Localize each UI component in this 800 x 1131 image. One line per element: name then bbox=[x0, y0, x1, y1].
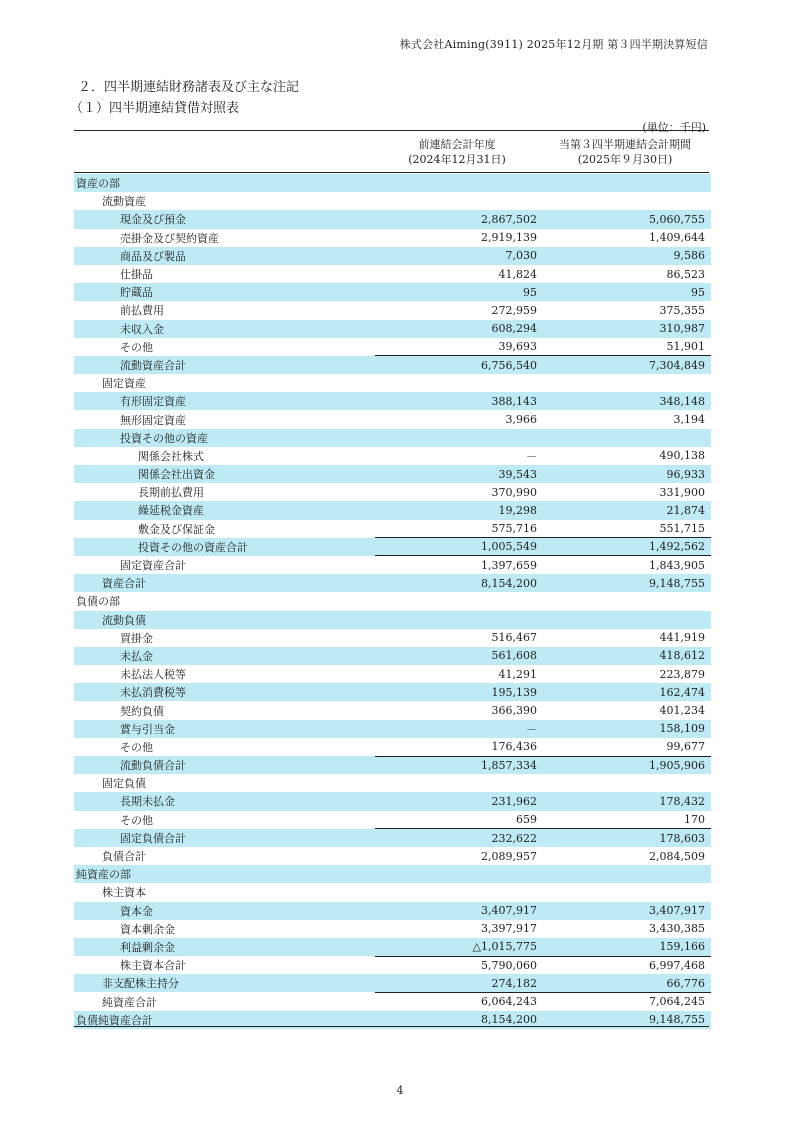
row-value-previous: 272,959 bbox=[491, 303, 537, 317]
table-row bbox=[74, 465, 711, 483]
subsection-title: （１）四半期連結貸借対照表 bbox=[70, 101, 240, 116]
table-row bbox=[74, 920, 711, 938]
table-row bbox=[74, 556, 711, 574]
table-row bbox=[74, 865, 711, 883]
row-label: 固定負債 bbox=[102, 777, 146, 791]
table-row bbox=[74, 338, 711, 356]
row-value-current: 86,523 bbox=[666, 267, 705, 281]
table-row bbox=[74, 229, 711, 247]
row-value-previous bbox=[375, 592, 543, 610]
table-row bbox=[74, 538, 711, 556]
row-value-previous: 7,030 bbox=[375, 247, 543, 265]
column-header-previous bbox=[373, 137, 541, 167]
row-label: 株主資本合計 bbox=[120, 959, 186, 973]
table-row bbox=[74, 683, 711, 701]
row-value-current: 95 bbox=[543, 283, 711, 301]
row-value-previous: 388,143 bbox=[375, 392, 543, 410]
row-value-current: 375,355 bbox=[659, 303, 705, 317]
row-value-previous bbox=[375, 774, 543, 792]
row-value-current: 66,776 bbox=[543, 974, 711, 992]
row-value-previous: 95 bbox=[375, 283, 543, 301]
row-value-previous: 19,298 bbox=[375, 501, 543, 519]
row-value-previous: 274,182 bbox=[375, 974, 543, 992]
table-row bbox=[74, 756, 711, 774]
table-row bbox=[74, 210, 711, 228]
row-value-current: 99,677 bbox=[666, 740, 705, 754]
row-label: 賞与引当金 bbox=[74, 720, 375, 738]
row-value-previous: 3,407,917 bbox=[375, 902, 543, 920]
row-value-previous bbox=[375, 883, 543, 901]
row-value-previous: 608,294 bbox=[375, 320, 543, 338]
column-header-current-line2: (2025年９月30日) bbox=[577, 153, 673, 166]
row-value-previous: － bbox=[375, 720, 543, 738]
table-row bbox=[74, 811, 711, 829]
row-value-current: 9,586 bbox=[543, 247, 711, 265]
row-value-previous: 561,608 bbox=[375, 647, 543, 665]
row-label: 長期未払金 bbox=[74, 792, 375, 810]
unit-label: (単位：千円) bbox=[642, 121, 706, 134]
row-value-current: 158,109 bbox=[543, 720, 711, 738]
table-row bbox=[74, 792, 711, 810]
row-label: 仕掛品 bbox=[120, 268, 153, 282]
table-row bbox=[74, 265, 711, 283]
row-value-previous: 41,291 bbox=[498, 667, 537, 681]
row-label: 資産合計 bbox=[74, 574, 375, 592]
row-value-current bbox=[543, 611, 711, 629]
row-value-current: 3,407,917 bbox=[543, 902, 711, 920]
row-value-previous: 2,089,957 bbox=[481, 849, 537, 863]
table-row bbox=[74, 629, 711, 647]
row-label: 買掛金 bbox=[120, 631, 153, 645]
table-row bbox=[74, 774, 711, 792]
table-row bbox=[74, 483, 711, 501]
row-value-previous: 370,990 bbox=[491, 485, 537, 499]
row-value-previous: 195,139 bbox=[375, 683, 543, 701]
row-value-current: 551,715 bbox=[659, 521, 705, 535]
row-label: 負債純資産合計 bbox=[74, 1011, 375, 1029]
row-value-current: 9,148,755 bbox=[543, 574, 711, 592]
row-label: 固定資産合計 bbox=[120, 559, 186, 573]
row-value-current: 21,874 bbox=[543, 501, 711, 519]
row-label: その他 bbox=[120, 813, 153, 827]
row-value-current: 331,900 bbox=[659, 485, 705, 499]
table-row bbox=[74, 902, 711, 920]
table-row bbox=[74, 174, 711, 192]
row-label: 関係会社株式 bbox=[138, 449, 204, 463]
row-label: 有形固定資産 bbox=[74, 392, 375, 410]
row-value-previous: 3,397,917 bbox=[481, 922, 537, 936]
row-value-current: 7,064,245 bbox=[543, 992, 711, 1010]
row-value-current: 6,997,468 bbox=[543, 956, 711, 974]
row-label: その他 bbox=[120, 340, 153, 354]
row-value-current bbox=[543, 883, 711, 901]
table-row bbox=[74, 410, 711, 428]
row-label: 負債の部 bbox=[76, 595, 120, 609]
row-value-current: 490,138 bbox=[659, 449, 705, 463]
row-value-current: 1,843,905 bbox=[543, 556, 711, 574]
row-value-previous: 6,064,243 bbox=[375, 992, 543, 1010]
row-label: 売掛金及び契約資産 bbox=[120, 231, 219, 245]
row-value-previous: 516,467 bbox=[491, 631, 537, 645]
row-label: 資本剰余金 bbox=[120, 922, 175, 936]
row-value-previous bbox=[375, 374, 543, 392]
balance-sheet-table bbox=[74, 174, 711, 1029]
row-value-previous: 1,005,549 bbox=[375, 538, 543, 556]
table-row bbox=[74, 392, 711, 410]
row-value-previous: 39,693 bbox=[498, 340, 537, 354]
row-value-current bbox=[543, 374, 711, 392]
row-value-previous: 41,824 bbox=[498, 267, 537, 281]
row-value-current bbox=[543, 865, 711, 883]
row-value-previous: 6,756,540 bbox=[375, 356, 543, 374]
row-value-current: 1,409,644 bbox=[649, 231, 705, 245]
table-row bbox=[74, 429, 711, 447]
row-label: 関係会社出資金 bbox=[74, 465, 375, 483]
table-row bbox=[74, 447, 711, 465]
row-value-previous bbox=[375, 192, 543, 210]
row-label: 流動負債合計 bbox=[74, 756, 375, 774]
row-value-current: 178,603 bbox=[543, 829, 711, 847]
row-label: 長期前払費用 bbox=[138, 486, 204, 500]
row-value-current: 1,492,562 bbox=[543, 538, 711, 556]
table-top-rule bbox=[74, 130, 709, 131]
row-label: 現金及び預金 bbox=[74, 210, 375, 228]
row-label: 資本金 bbox=[74, 902, 375, 920]
row-value-current: 5,060,755 bbox=[543, 210, 711, 228]
row-value-current: 178,432 bbox=[543, 792, 711, 810]
row-label: 株主資本 bbox=[102, 886, 146, 900]
table-row bbox=[74, 992, 711, 1010]
row-value-previous bbox=[375, 429, 543, 447]
row-label: その他 bbox=[120, 740, 153, 754]
table-row bbox=[74, 374, 711, 392]
row-label: 利益剰余金 bbox=[74, 938, 375, 956]
row-value-current: 7,304,849 bbox=[543, 356, 711, 374]
row-label: 契約負債 bbox=[120, 704, 164, 718]
row-value-current: 159,166 bbox=[543, 938, 711, 956]
row-value-current: 418,612 bbox=[543, 647, 711, 665]
row-value-current: 401,234 bbox=[659, 704, 705, 718]
row-value-current: 51,901 bbox=[666, 340, 705, 354]
row-value-previous: 176,436 bbox=[491, 740, 537, 754]
table-row bbox=[74, 592, 711, 610]
table-header-rule bbox=[74, 172, 709, 173]
row-value-current bbox=[543, 774, 711, 792]
row-value-current bbox=[543, 429, 711, 447]
column-header-current bbox=[541, 137, 709, 167]
table-bottom-rule bbox=[74, 1026, 709, 1027]
row-value-previous: 5,790,060 bbox=[375, 956, 543, 974]
row-label: 負債合計 bbox=[102, 850, 146, 864]
row-value-previous: △1,015,775 bbox=[375, 938, 543, 956]
column-header-previous-line2: (2024年12月31日) bbox=[408, 153, 506, 166]
row-value-previous: － bbox=[526, 449, 537, 463]
row-value-previous: 659 bbox=[516, 812, 537, 826]
row-label: 流動負債 bbox=[74, 611, 375, 629]
table-row bbox=[74, 829, 711, 847]
row-value-previous: 8,154,200 bbox=[375, 574, 543, 592]
row-label: 貯蔵品 bbox=[74, 283, 375, 301]
row-label: 無形固定資産 bbox=[120, 413, 186, 427]
table-row bbox=[74, 647, 711, 665]
row-value-previous bbox=[375, 865, 543, 883]
row-value-previous: 39,543 bbox=[375, 465, 543, 483]
row-label: 固定負債合計 bbox=[74, 829, 375, 847]
document-header: 株式会社Aiming(3911) 2025年12月期 第３四半期決算短信 bbox=[399, 38, 708, 51]
row-value-previous bbox=[375, 174, 543, 192]
row-value-current: 2,084,509 bbox=[649, 849, 705, 863]
row-value-current: 310,987 bbox=[543, 320, 711, 338]
row-label: 資産の部 bbox=[74, 174, 375, 192]
row-label: 純資産の部 bbox=[74, 865, 375, 883]
row-label: 流動資産合計 bbox=[74, 356, 375, 374]
row-value-current bbox=[543, 592, 711, 610]
table-row bbox=[74, 501, 711, 519]
row-value-current: 96,933 bbox=[543, 465, 711, 483]
table-row bbox=[74, 665, 711, 683]
row-value-current: 3,194 bbox=[673, 413, 705, 427]
row-label: 非支配株主持分 bbox=[74, 974, 375, 992]
row-value-current: 441,919 bbox=[659, 631, 705, 645]
table-row bbox=[74, 974, 711, 992]
row-value-previous: 575,716 bbox=[491, 521, 537, 535]
row-label: 投資その他の資産合計 bbox=[74, 538, 375, 556]
row-value-current: 348,148 bbox=[543, 392, 711, 410]
balance-sheet-body bbox=[74, 174, 711, 1029]
row-label: 流動資産 bbox=[102, 195, 146, 209]
table-row bbox=[74, 701, 711, 719]
row-value-current: 223,879 bbox=[659, 667, 705, 681]
row-value-current: 1,905,906 bbox=[543, 756, 711, 774]
table-row bbox=[74, 611, 711, 629]
row-label: 未払金 bbox=[74, 647, 375, 665]
row-label: 未収入金 bbox=[74, 320, 375, 338]
row-label: 敷金及び保証金 bbox=[138, 522, 215, 536]
row-value-previous: 1,857,334 bbox=[375, 756, 543, 774]
row-value-current: 170 bbox=[684, 812, 705, 826]
table-row bbox=[74, 283, 711, 301]
row-label: 未払消費税等 bbox=[74, 683, 375, 701]
table-row bbox=[74, 574, 711, 592]
table-row bbox=[74, 520, 711, 538]
row-label: 投資その他の資産 bbox=[74, 429, 375, 447]
row-value-previous: 231,962 bbox=[375, 792, 543, 810]
table-row bbox=[74, 847, 711, 865]
table-row bbox=[74, 247, 711, 265]
table-row bbox=[74, 320, 711, 338]
table-row bbox=[74, 938, 711, 956]
row-value-previous: 232,622 bbox=[375, 829, 543, 847]
row-value-current: 162,474 bbox=[543, 683, 711, 701]
row-label: 商品及び製品 bbox=[74, 247, 375, 265]
table-row bbox=[74, 956, 711, 974]
table-row bbox=[74, 738, 711, 756]
section-title: ２．四半期連結財務諸表及び主な注記 bbox=[78, 80, 300, 95]
table-row bbox=[74, 720, 711, 738]
table-row bbox=[74, 192, 711, 210]
row-label: 前払費用 bbox=[120, 304, 164, 318]
row-value-previous: 8,154,200 bbox=[375, 1011, 543, 1029]
row-value-current: 3,430,385 bbox=[649, 922, 705, 936]
table-row bbox=[74, 301, 711, 319]
row-value-previous: 366,390 bbox=[491, 704, 537, 718]
row-value-previous: 1,397,659 bbox=[375, 556, 543, 574]
table-row bbox=[74, 883, 711, 901]
column-header-previous-line1: 前連結会計年度 bbox=[418, 138, 496, 151]
row-label: 繰延税金資産 bbox=[74, 501, 375, 519]
row-value-current: 9,148,755 bbox=[543, 1011, 711, 1029]
page-number: 4 bbox=[396, 1084, 404, 1097]
column-header-current-line1: 当第３四半期連結会計期間 bbox=[559, 138, 691, 151]
row-value-previous: 2,919,139 bbox=[481, 231, 537, 245]
row-value-current bbox=[543, 174, 711, 192]
row-value-previous: 3,966 bbox=[505, 413, 537, 427]
row-label: 固定資産 bbox=[102, 377, 146, 391]
row-value-previous: 2,867,502 bbox=[375, 210, 543, 228]
row-value-previous bbox=[375, 611, 543, 629]
row-value-current bbox=[543, 192, 711, 210]
row-label: 純資産合計 bbox=[102, 995, 157, 1009]
row-label: 未払法人税等 bbox=[120, 668, 186, 682]
table-row bbox=[74, 356, 711, 374]
